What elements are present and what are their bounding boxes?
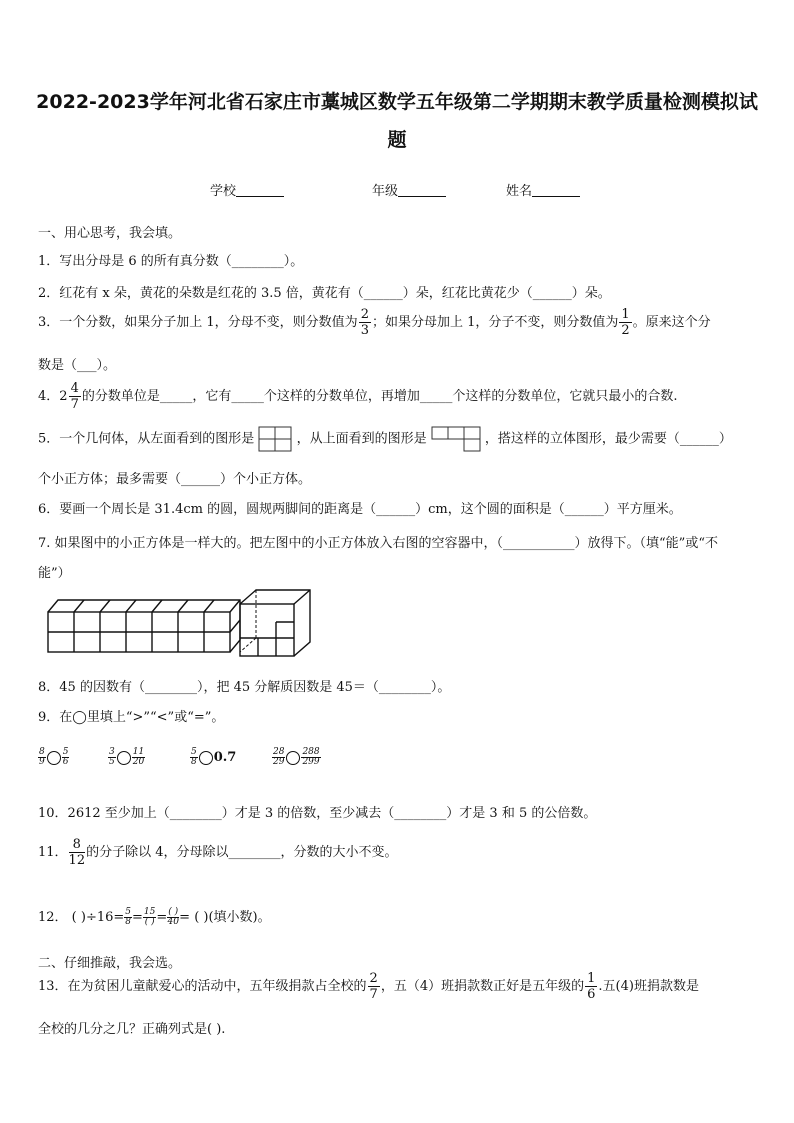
page-title: 2022-2023学年河北省石家庄市藁城区数学五年级第二学期期末教学质量检测模拟试 [36,91,758,113]
question-12: 12． ( )÷16= $\frac{5}{8}$ = 15 ( ) = ( ) 40 = ( )(填小数)。 [38,907,271,927]
name-field: 姓名 [506,180,580,199]
compare-circle[interactable] [47,751,61,765]
fraction: $\frac{1}{2}$ [621,307,630,338]
grade-field: 年级 [372,180,446,199]
question-3: 3．一个分数，如果分子加上 1，分母不变，则分数值为 $\frac{2}{3}$ ；如果分母加上 1，分子不变，则分数值为 $\frac{1}{2}$ 。原来这个分 [38,307,711,338]
question-4: 4．2 $\frac{4}{7}$ 的分数单位是_____，它有_____个这样的分数单位，再增加_____个这样的分数单位，它就只最小的合数. [38,381,678,412]
fraction: $\frac{2}{3}$ [360,307,369,338]
question-13: 13．在为贫困儿童献爱心的活动中，五年级捐款占全校的 $\frac{2}{7}$ ，五（4）班捐款数正好是五年级的 $\frac{1}{6}$ .五(4)班捐款数是 [38,971,699,1002]
question-10: 10．2612 至少加上（________）才是 3 的倍数，至少减去（________）才是 3 和 5 的公倍数。 [38,806,597,821]
question-3-cont: 数是（___）。 [38,358,117,373]
compare-item: $\frac{28}{29}$ $\frac{288}{299}$ [273,747,320,767]
question-9-items [38,748,764,767]
page-title-cont: 题 [387,129,407,151]
question-9: 9．在◯里填上“>”“<”或“=”。 [38,710,225,725]
question-5-cont: 个小正方体；最多需要（______）个小正方体。 [38,472,312,487]
school-field: 学校 [210,180,284,199]
fraction: $\frac{8}{12}$ [68,837,86,868]
question-5: 5．一个几何体，从左面看到的图形是 ，从上面看到的图形是 ，搭这样的立体图形，最少需要（______） [38,426,764,452]
compare-circle[interactable] [199,751,213,765]
fraction: $\frac{2}{7}$ [369,971,378,1002]
question-7-cont: 能”） [38,566,71,581]
fraction: $\frac{4}{7}$ [70,381,79,412]
question-7: 7. 如果图中的小正方体是一样大的。把左图中的小正方体放入右图的空容器中，（___________）放得下。（填“能”或“不 [38,536,718,551]
section-heading-2: 二、仔细推敲，我会选。 [38,956,182,971]
compare-item: $\frac{8}{9}$ $\frac{5}{6}$ [39,747,69,767]
question-1: 1．写出分母是 6 的所有真分数（________）。 [38,254,304,269]
compare-item: $\frac{3}{5}$ $\frac{11}{20}$ [109,747,145,767]
top-view-figure [431,426,481,452]
compare-circle[interactable] [286,751,300,765]
container-figure [234,586,314,662]
section-heading-1: 一、用心思考，我会填。 [38,226,182,241]
question-6: 6．要画一个周长是 31.4cm 的圆，圆规两脚间的距离是（______）cm，这个圆的面积是（______）平方厘米。 [38,502,682,517]
left-view-figure [258,426,292,452]
question-2: 2．红花有 x 朵，黄花的朵数是红花的 3.5 倍，黄花有（______）朵，红花比黄花少（______）朵。 [38,286,611,301]
compare-item: $\frac{5}{8}$ 0.7 [191,747,237,767]
question-13-cont: 全校的几分之几？正确列式是( ). [38,1022,226,1037]
question-8: 8．45 的因数有（________），把 45 分解质因数是 45＝（________）。 [38,680,451,695]
fraction: $\frac{1}{6}$ [587,971,596,1002]
question-11: 11． $\frac{8}{12}$ 的分子除以 4，分母除以________，分数的大小不变。 [38,837,398,868]
compare-circle[interactable] [117,751,131,765]
